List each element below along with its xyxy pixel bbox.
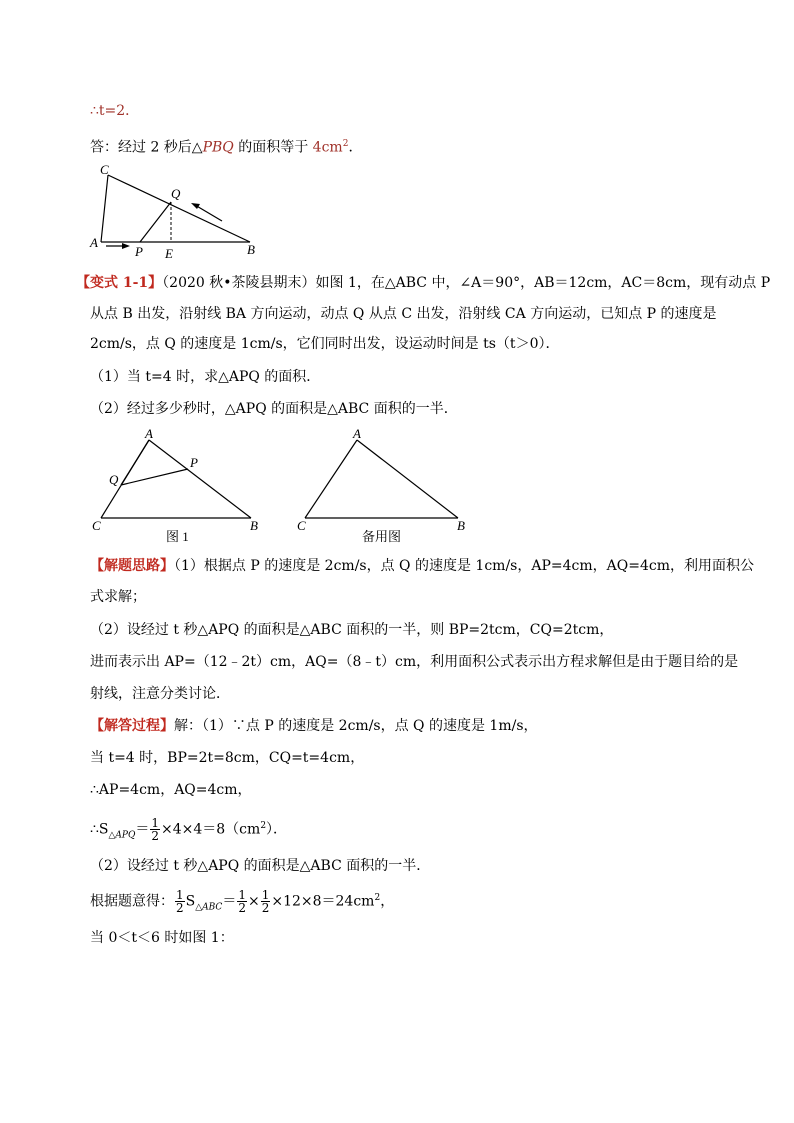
spare-label-a: A — [353, 426, 361, 441]
answer-process-line-5: （2）设经过 t 秒△APQ 的面积是△ABC 面积的一半． — [90, 858, 431, 874]
fraction-half-1: $\frac{1}{2}$ — [176, 888, 184, 916]
label-q: Q — [171, 186, 181, 201]
fraction-half-2: $\frac{1}{2}$ — [238, 888, 246, 916]
solution-idea-tag: 【解题思路】 — [90, 558, 174, 574]
solution-idea-line-4: 进而表示出 AP=（12﹣2t）cm，AQ=（8﹣t）cm，利用面积公式表示出方程求解但是由于题目给的是 — [90, 654, 739, 670]
label-p: P — [135, 244, 143, 259]
label-e: E — [165, 246, 173, 261]
figure-spare — [293, 426, 473, 546]
fig1-label-c: C — [92, 518, 101, 533]
fraction-half-3: $\frac{1}{2}$ — [261, 888, 270, 916]
answer-process-line-3: ∴AP=4cm，AQ=4cm， — [90, 782, 252, 798]
figure-1 — [88, 426, 268, 546]
fig1-label-p: P — [190, 455, 198, 470]
variant-tag: 【变式 1-1】 — [76, 275, 163, 291]
variant-line-1: 【变式 1-1】（2020 秋•茶陵县期末）如图 1，在△ABC 中，∠A＝90°，AB＝12cm，AC＝8cm，现有动点 P — [76, 275, 771, 291]
fig1-label-b: B — [250, 518, 258, 533]
conclusion-t — [90, 101, 139, 121]
area-apq-formula: $\therefore S_{\triangle APQ}=$ $\frac{1}{2}$ $\times 4\times 4=8(cm^2)$． — [90, 816, 288, 844]
fig1-caption: 图 1 — [166, 529, 189, 544]
fraction-half: $\frac{1}{2}$ — [151, 816, 159, 844]
label-b: B — [247, 242, 255, 257]
answer-process-line-2: 当 t=4 时，BP=2t=8cm，CQ=t=4cm， — [90, 750, 365, 766]
answer-process-line-1: 【解答过程】解：（1）∵点 P 的速度是 2cm/s，点 Q 的速度是 1m/s， — [90, 718, 538, 734]
case-condition: 当 0＜t＜6 时如图 1： — [90, 930, 234, 946]
fig1-label-a: A — [145, 426, 153, 441]
label-c: C — [100, 162, 109, 177]
solution-idea-line-1: 【解题思路】（1）根据点 P 的速度是 2cm/s，点 Q 的速度是 1cm/s，AP=4cm，AQ=4cm，利用面积公 — [90, 558, 754, 574]
variant-line-3: 2cm/s，点 Q 的速度是 1cm/s，它们同时出发，设运动时间是 ts（t＞0）． — [90, 336, 560, 352]
solution-idea-line-2: 式求解； — [90, 589, 146, 605]
spare-caption: 备用图 — [362, 529, 402, 544]
area-equation: 根据题意得： $\frac{1}{2}$ $S_{\triangle ABC}=$ $\frac{1}{2}$ × $\frac{1}{2}$ $\times 12\times 8=24cm^2$， — [90, 888, 395, 916]
question-2: （2）经过多少秒时，△APQ 的面积是△ABC 面积的一半． — [90, 401, 458, 417]
spare-label-c: C — [297, 518, 306, 533]
variant-line-2: 从点 B 出发，沿射线 BA 方向运动，动点 Q 从点 C 出发，沿射线 CA 方向运动，已知点 P 的速度是 — [90, 306, 717, 322]
answer-line: 答：经过 2 秒后△PBQ 的面积等于 $4cm^2$． — [90, 139, 363, 156]
spare-label-b: B — [457, 518, 465, 533]
figure-triangle-pbq — [85, 158, 275, 262]
fig1-label-q: Q — [109, 472, 119, 487]
t-equals-2: ∴t=2． — [90, 103, 140, 119]
solution-idea-line-5: 射线，注意分类讨论． — [90, 686, 230, 702]
solution-idea-line-3: （2）设经过 t 秒△APQ 的面积是△ABC 面积的一半，则 BP=2tcm，CQ=2tcm， — [90, 622, 614, 638]
question-1: （1）当 t=4 时，求△APQ 的面积． — [90, 369, 321, 385]
label-a: A — [90, 235, 98, 250]
answer-process-tag: 【解答过程】 — [90, 718, 174, 734]
